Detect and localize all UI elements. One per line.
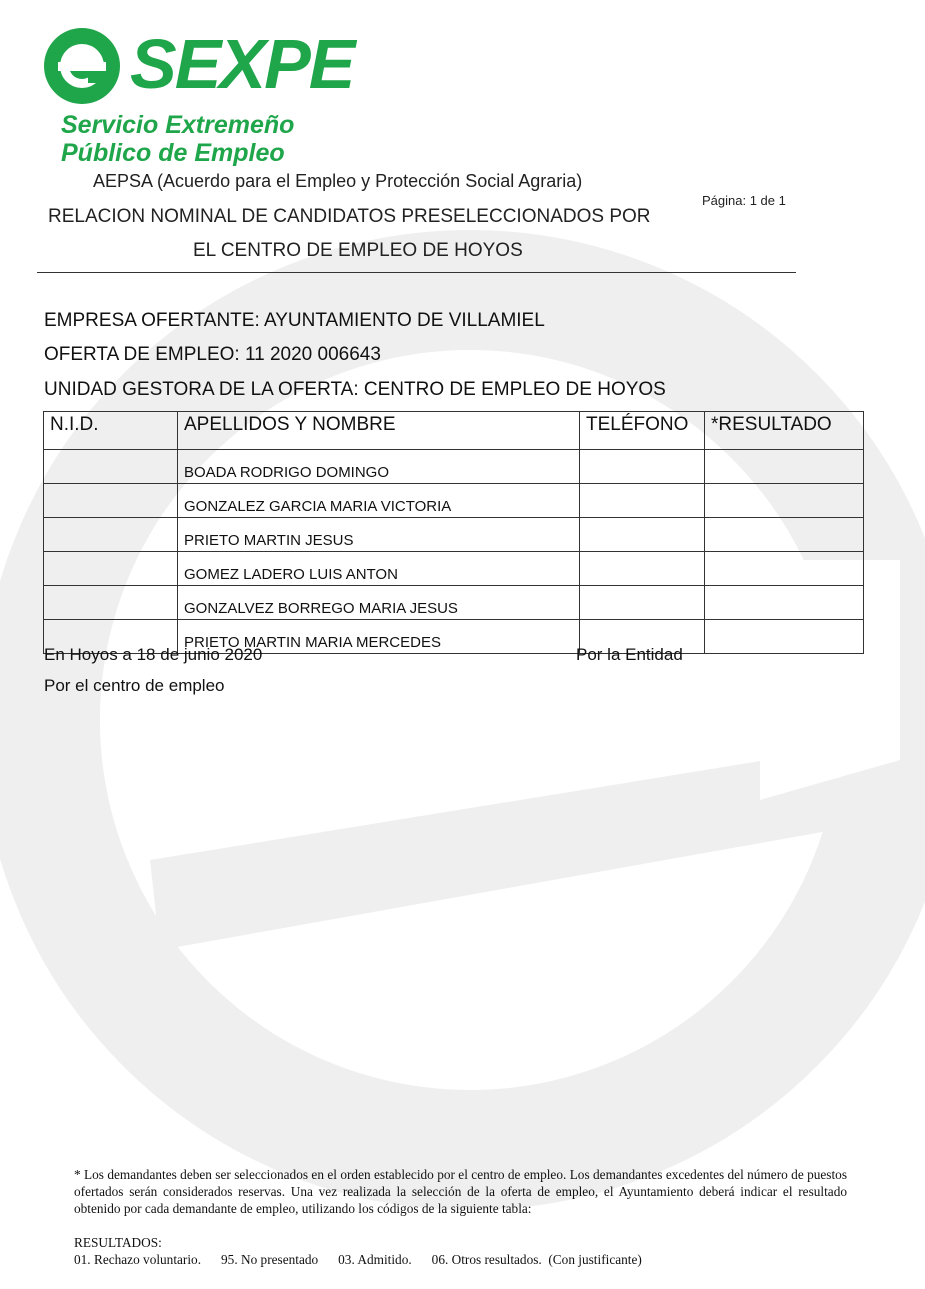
result-code: 06. Otros resultados. (Con justificante) bbox=[431, 1252, 642, 1267]
brand-subtitle-line1: Servicio Extremeño bbox=[61, 111, 295, 139]
brand-subtitle-line2: Público de Empleo bbox=[61, 139, 285, 167]
place-date: En Hoyos a 18 de junio 2020 bbox=[44, 645, 263, 664]
result-code: 03. Admitido. bbox=[338, 1252, 412, 1267]
nid-cell bbox=[44, 586, 178, 620]
nid-cell bbox=[44, 518, 178, 552]
document-title-line2: EL CENTRO DE EMPLEO DE HOYOS bbox=[193, 240, 523, 261]
results-title: RESULTADOS: bbox=[74, 1235, 162, 1250]
entity-signature-label: Por la Entidad bbox=[576, 645, 683, 664]
nid-cell bbox=[44, 484, 178, 518]
oferta-empleo: OFERTA DE EMPLEO: 11 2020 006643 bbox=[44, 344, 381, 365]
phone-cell bbox=[580, 518, 705, 552]
nid-cell bbox=[44, 552, 178, 586]
table-row bbox=[44, 586, 864, 620]
table-row bbox=[44, 484, 864, 518]
result-cell bbox=[705, 586, 864, 620]
result-code: 95. No presentado bbox=[221, 1252, 319, 1267]
table-header-row bbox=[44, 412, 864, 450]
page-number: Página: 1 de 1 bbox=[702, 193, 786, 208]
selection-footnote: * Los demandantes deben ser seleccionados en el orden establecido por el centro de empleo. Los demandantes excedentes del número de puestos ofertados serán considerados reservas. Una vez realizada la selección de la oferta de empleo, el Ayuntamiento deberá indicar el resultado obtenido por cada demandante de empleo, utilizando los códigos de la siguiente tabla: bbox=[74, 1167, 847, 1216]
table-row bbox=[44, 552, 864, 586]
table-row bbox=[44, 450, 864, 484]
result-cell bbox=[705, 450, 864, 484]
result-cell bbox=[705, 484, 864, 518]
column-header-name: APELLIDOS Y NOMBRE bbox=[178, 412, 580, 450]
brand-logo-text: SEXPE bbox=[130, 25, 354, 103]
name-cell: PRIETO MARTIN MARIA MERCEDES bbox=[178, 620, 580, 654]
table-row bbox=[44, 518, 864, 552]
column-header-result: *RESULTADO bbox=[705, 412, 864, 450]
document-title-line1: RELACION NOMINAL DE CANDIDATOS PRESELECCIONADOS POR bbox=[48, 206, 651, 227]
result-cell bbox=[705, 552, 864, 586]
candidates-table bbox=[43, 411, 864, 654]
name-cell: BOADA RODRIGO DOMINGO bbox=[178, 450, 580, 484]
name-cell: GONZALEZ GARCIA MARIA VICTORIA bbox=[178, 484, 580, 518]
center-signature-label: Por el centro de empleo bbox=[44, 676, 225, 695]
nid-cell bbox=[44, 450, 178, 484]
result-cell bbox=[705, 518, 864, 552]
sexpe-e-logo-icon bbox=[44, 28, 120, 104]
empresa-ofertante: EMPRESA OFERTANTE: AYUNTAMIENTO DE VILLAMIEL bbox=[44, 310, 545, 331]
header-divider bbox=[37, 272, 796, 273]
column-header-nid: N.I.D. bbox=[44, 412, 178, 450]
phone-cell bbox=[580, 586, 705, 620]
name-cell: GONZALVEZ BORREGO MARIA JESUS bbox=[178, 586, 580, 620]
result-cell bbox=[705, 620, 864, 654]
results-codes bbox=[74, 1252, 662, 1268]
result-code: 01. Rechazo voluntario. bbox=[74, 1252, 202, 1267]
program-title: AEPSA (Acuerdo para el Empleo y Protección Social Agraria) bbox=[93, 171, 583, 191]
phone-cell bbox=[580, 484, 705, 518]
column-header-phone: TELÉFONO bbox=[580, 412, 705, 450]
name-cell: PRIETO MARTIN JESUS bbox=[178, 518, 580, 552]
phone-cell bbox=[580, 450, 705, 484]
unidad-gestora: UNIDAD GESTORA DE LA OFERTA: CENTRO DE EMPLEO DE HOYOS bbox=[44, 379, 666, 400]
phone-cell bbox=[580, 552, 705, 586]
name-cell: GOMEZ LADERO LUIS ANTON bbox=[178, 552, 580, 586]
